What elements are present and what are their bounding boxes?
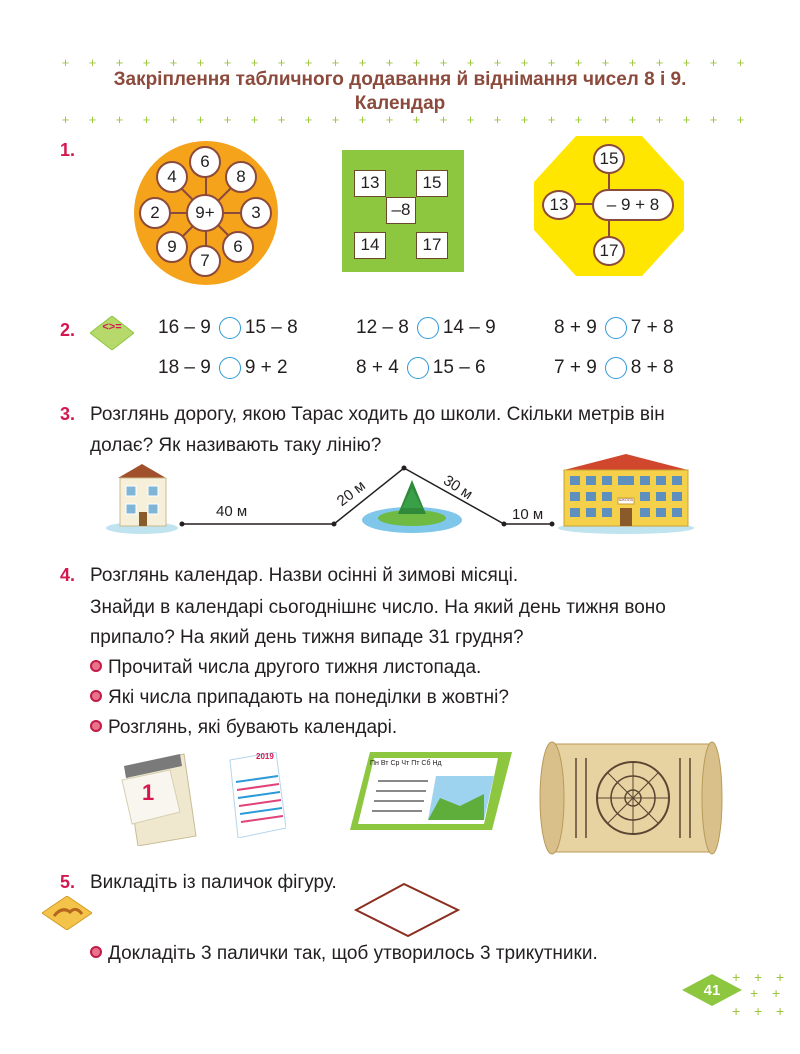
- task3-text-line1: Розглянь дорогу, якою Тарас ходить до школи. Скільки метрів він: [90, 404, 665, 425]
- answer-circle[interactable]: [605, 317, 627, 339]
- diamond-center: – 9 + 8: [592, 189, 674, 221]
- flower-petal: 3: [240, 197, 272, 229]
- number-flower: [134, 141, 278, 285]
- task5-bullet: Докладіть 3 палички так, щоб утворилось 3 трикутники.: [90, 942, 598, 966]
- flower-petal: 2: [139, 197, 171, 229]
- task-number-1: 1.: [60, 140, 76, 160]
- stick-rhombus-figure: [354, 882, 460, 938]
- task-number-4: 4.: [60, 565, 76, 585]
- task3-text-line2: долає? Як називають таку лінію?: [90, 435, 382, 456]
- segment-label: 40 м: [216, 503, 248, 520]
- flower-petal: 8: [225, 161, 257, 193]
- pair-work-icon: [42, 896, 92, 930]
- page-number: 41: [703, 982, 721, 999]
- bullet-icon: [90, 690, 102, 702]
- square-cell: 15: [416, 170, 448, 197]
- flower-petal: 7: [189, 245, 221, 277]
- bullet-icon: [90, 660, 102, 672]
- tear-off-day: 1: [142, 780, 155, 805]
- svg-text:+: +: [776, 1003, 785, 1019]
- segment-label: 30 м: [440, 471, 476, 504]
- square-cell: 13: [354, 170, 386, 197]
- diamond-bottom: 17: [593, 236, 625, 266]
- task4-text-line1: Розглянь календар. Назви осінні й зимові місяці.: [90, 565, 519, 586]
- desk-calendar-illustration: [348, 746, 514, 832]
- segment-label: 20 м: [333, 477, 369, 510]
- task4-bullet: Розглянь, які бувають календарі.: [90, 716, 397, 740]
- comparison-item: 8 + 9 7 + 8: [554, 317, 674, 338]
- segment-label: 10 м: [512, 506, 544, 523]
- svg-text:+: +: [732, 1003, 741, 1019]
- square-center: –8: [386, 197, 416, 224]
- flower-petal: 6: [189, 146, 221, 178]
- comparison-item: 18 – 9 9 + 2: [158, 357, 288, 378]
- svg-text:+: +: [776, 970, 785, 985]
- answer-circle[interactable]: [219, 317, 241, 339]
- pond-tree-illustration: [360, 478, 464, 534]
- task-number-3: 3.: [60, 404, 76, 424]
- task4-text-line2: Знайди в календарі сьогоднішнє число. На який день тижня воно: [90, 597, 666, 618]
- house-illustration: [104, 462, 180, 534]
- task4-text-line3: припало? На який день тижня випаде 31 грудня?: [90, 627, 524, 648]
- task4-bullet: Які числа припадають на понеділки в жовтні?: [90, 686, 509, 710]
- page-title: Закріплення табличного додавання й віднімання чисел 8 і 9.: [113, 69, 687, 90]
- task4-bullet: Прочитай числа другого тижня листопада.: [90, 656, 481, 680]
- page-number-badge: [672, 970, 792, 1030]
- comparison-item: 12 – 8 14 – 9: [356, 317, 496, 338]
- svg-text:+: +: [754, 1003, 763, 1019]
- pocket-calendar-illustration: [224, 752, 286, 838]
- square-cell: 17: [416, 232, 448, 259]
- pocket-year: 2019: [256, 752, 274, 761]
- flower-petal: 9: [156, 231, 188, 263]
- ancient-scroll-calendar-illustration: [538, 738, 724, 858]
- flower-center: 9+: [186, 194, 224, 232]
- flower-petal: 6: [222, 231, 254, 263]
- flower-petal: 4: [156, 161, 188, 193]
- decorative-stars-top: + + + + + + + + + + + + + + + + + + + + + + + + + +: [61, 55, 745, 70]
- bullet-icon: [90, 720, 102, 732]
- answer-circle[interactable]: [417, 317, 439, 339]
- desk-calendar-days: Пн Вт Ср Чт Пт Сб Нд: [370, 760, 442, 767]
- comparison-item: 7 + 9 8 + 8: [554, 357, 674, 378]
- answer-circle[interactable]: [407, 357, 429, 379]
- bullet-icon: [90, 946, 102, 958]
- school-sign: ШКОЛА: [618, 497, 634, 502]
- task-number-2: 2.: [60, 320, 76, 340]
- decorative-stars-bottom: + + + + + + + + + + + + + + + + + + + + + + + + + +: [61, 112, 745, 127]
- diamond-top: 15: [593, 144, 625, 174]
- square-cell: 14: [354, 232, 386, 259]
- svg-text:+: +: [772, 985, 781, 1001]
- school-illustration: [556, 452, 696, 534]
- number-diamond: [534, 136, 684, 276]
- page-subtitle: Календар: [354, 93, 446, 114]
- number-square: [342, 150, 464, 272]
- svg-text:+: +: [750, 985, 759, 1001]
- comparison-item: 16 – 9 15 – 8: [158, 317, 298, 338]
- answer-circle[interactable]: [219, 357, 241, 379]
- answer-circle[interactable]: [605, 357, 627, 379]
- task-number-5: 5.: [60, 872, 76, 892]
- task5-text: Викладіть із паличок фігуру.: [90, 872, 337, 893]
- svg-text:+: +: [754, 970, 763, 985]
- diamond-left: 13: [542, 190, 576, 220]
- svg-text:+: +: [732, 970, 741, 985]
- tear-off-calendar-illustration: [118, 752, 198, 846]
- comparison-item: 8 + 4 15 – 6: [356, 357, 486, 378]
- compare-signs-icon: <>=: [90, 316, 134, 350]
